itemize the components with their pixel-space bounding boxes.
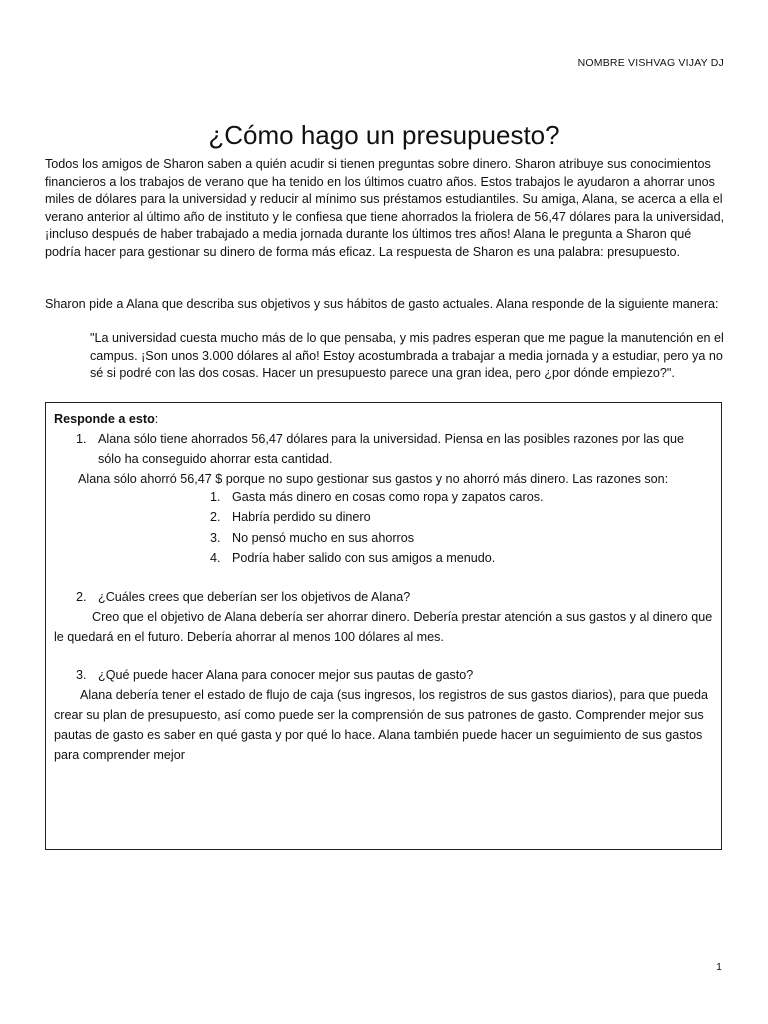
- answer-1-text: Alana sólo ahorró 56,47 $ porque no supo gestionar sus gastos y no ahorró más dinero. Las razones son:: [78, 472, 669, 486]
- question-3-number: 3.: [76, 668, 87, 682]
- question-2-text: ¿Cuáles crees que deberían ser los objetivos de Alana?: [98, 590, 411, 604]
- question-1-number: 1.: [76, 432, 87, 446]
- page-number: 1: [716, 961, 722, 973]
- list-item: 3. No pensó mucho en sus ahorros: [210, 530, 415, 545]
- alana-quote: "La universidad cuesta mucho más de lo que pensaba, y mis padres esperan que me pague la manutención en el campus. ¡Son unos 3.000 dólares al año! Estoy acostumbrada a trabajar a media jornada y a estudiar, pero ya no sé si podré con las dos cosas. Hacer un presupuesto parece una gran idea, pero ¿por dónde empiezo?".: [90, 331, 724, 381]
- question-1-text: Alana sólo tiene ahorrados 56,47 dólares para la universidad. Piensa en las posibles razones por las que sólo ha conseguido ahorrar esta cantidad.: [98, 432, 684, 466]
- list-item: 4. Podría haber salido con sus amigos a menudo.: [210, 551, 496, 566]
- answer-heading: Responde a esto:: [54, 412, 159, 426]
- answer-box: [45, 402, 722, 850]
- intro-paragraph: Todos los amigos de Sharon saben a quién acudir si tienen preguntas sobre dinero. Sharon atribuye sus conocimientos financieros a los trabajos de verano que ha tenido en los últimos cuatro años. Estos trabajos le ayudaron a ahorrar unos miles de dólares para la universidad y reducir al mínimo sus préstamos estudiantiles. Su amiga, Alana, se acerca a ella el verano anterior al último año de instituto y le confiesa que tiene ahorrados la friolera de 56,47 dólares para la universidad, ¡incluso después de haber trabajado a media jornada durante los últimos tres años! Alana le pregunta a Sharon qué podría hacer para gestionar su dinero de forma más eficaz. La respuesta de Sharon es una palabra: presupuesto.: [45, 157, 725, 259]
- question-3-text: ¿Qué puede hacer Alana para conocer mejor sus pautas de gasto?: [98, 668, 474, 682]
- reasons-list: [210, 487, 544, 569]
- student-name: NOMBRE VISHVAG VIJAY DJ: [577, 57, 724, 69]
- question-2-number: 2.: [76, 590, 87, 604]
- page-title: ¿Cómo hago un presupuesto?: [208, 120, 560, 150]
- answer-2-text: Creo que el objetivo de Alana debería ser ahorrar dinero. Debería prestar atención a sus gastos y al dinero que le quedará en el futuro. Debería ahorrar al menos 100 dólares al mes.: [54, 610, 713, 644]
- answer-3-text: Alana debería tener el estado de flujo de caja (sus ingresos, los registros de sus gastos diarios), para que pueda crear su plan de presupuesto, así como puede ser la comprensión de sus patrones de gasto. Comprender mejor sus pautas de gasto es saber en qué gasta y por qué lo hace. Alana también puede hacer un seguimiento de sus gastos para comprender mejor: [54, 688, 708, 762]
- list-item: 2. Habría perdido su dinero: [210, 510, 371, 525]
- list-item: 1. Gasta más dinero en cosas como ropa y zapatos caros.: [210, 490, 544, 504]
- second-paragraph: Sharon pide a Alana que describa sus objetivos y sus hábitos de gasto actuales. Alana responde de la siguiente manera:: [45, 297, 719, 311]
